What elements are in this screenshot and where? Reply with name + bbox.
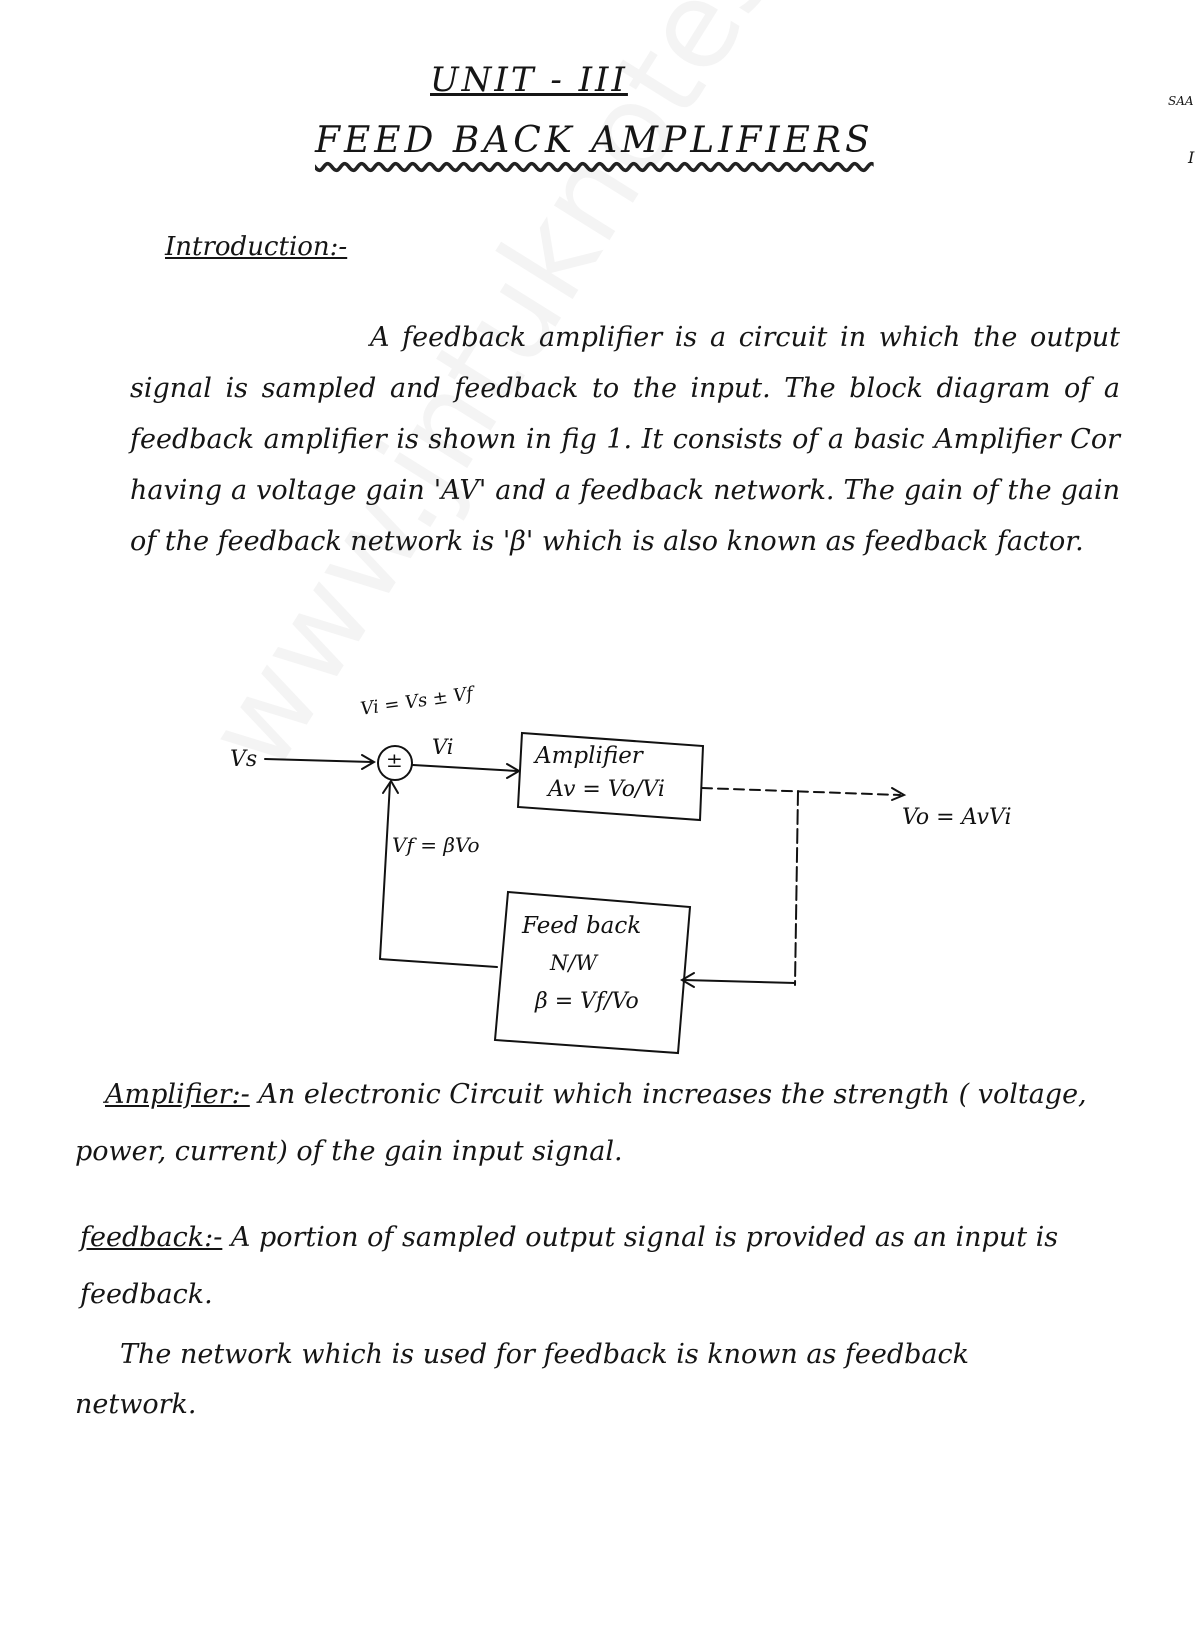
introduction-heading: Introduction:-	[165, 232, 348, 262]
summing-sign: ±	[386, 748, 403, 772]
feedback-return-line	[380, 959, 497, 967]
amplifier-definition-text: An electronic Circuit which increases the strength ( voltage, power, current) of the gain input signal.	[75, 1079, 1087, 1167]
feedback-signal-label: Vf = βVo	[392, 833, 480, 857]
corner-mark: I	[1188, 148, 1195, 167]
feedback-label: Feed back	[522, 913, 642, 939]
vi-equation: Vi = Vs ± Vf	[359, 683, 475, 720]
feedback-block-diagram	[210, 683, 1060, 1065]
feedback-definition-text: A portion of sampled output signal is provided as an input is feedback.	[80, 1222, 1059, 1310]
amplifier-gain: Av = Vo/Vi	[548, 777, 665, 802]
output-label: Vo = AvVi	[902, 805, 1012, 830]
feedback-up-line	[380, 783, 390, 959]
feedback-term: feedback:-	[80, 1222, 223, 1253]
closing-paragraph: The network which is used for feedback is known as feedback network.	[75, 1339, 969, 1420]
vs-label: Vs	[230, 747, 258, 772]
vi-label: Vi	[432, 735, 454, 759]
amplifier-definition	[75, 1066, 1135, 1180]
amplifier-term: Amplifier:-	[105, 1079, 250, 1110]
corner-note: SAA	[1168, 94, 1194, 108]
feedback-input-line	[684, 980, 795, 983]
feedback-nw-label: N/W	[550, 951, 598, 975]
introduction-paragraph: A feedback amplifier is a circuit in which the output signal is sampled and feedback to the input. The block diagram of a feedback amplifier is shown in fig 1. It consists of a basic Amplifier Cor having a voltage gain 'AV' and a feedback network. The gain of the gain of the feedback network is 'β' which is also known as feedback factor.	[130, 322, 1120, 557]
output-line	[702, 788, 900, 795]
amplifier-label: Amplifier	[535, 743, 643, 769]
unit-title: UNIT - III	[430, 60, 628, 100]
page-title: FEED BACK AMPLIFIERS	[315, 120, 874, 161]
vi-line	[413, 765, 517, 771]
input-line	[265, 759, 372, 762]
feedback-beta-label: β = Vf/Vo	[535, 989, 639, 1014]
feedback-definition	[80, 1209, 1100, 1323]
feedback-tap-line	[795, 791, 798, 985]
